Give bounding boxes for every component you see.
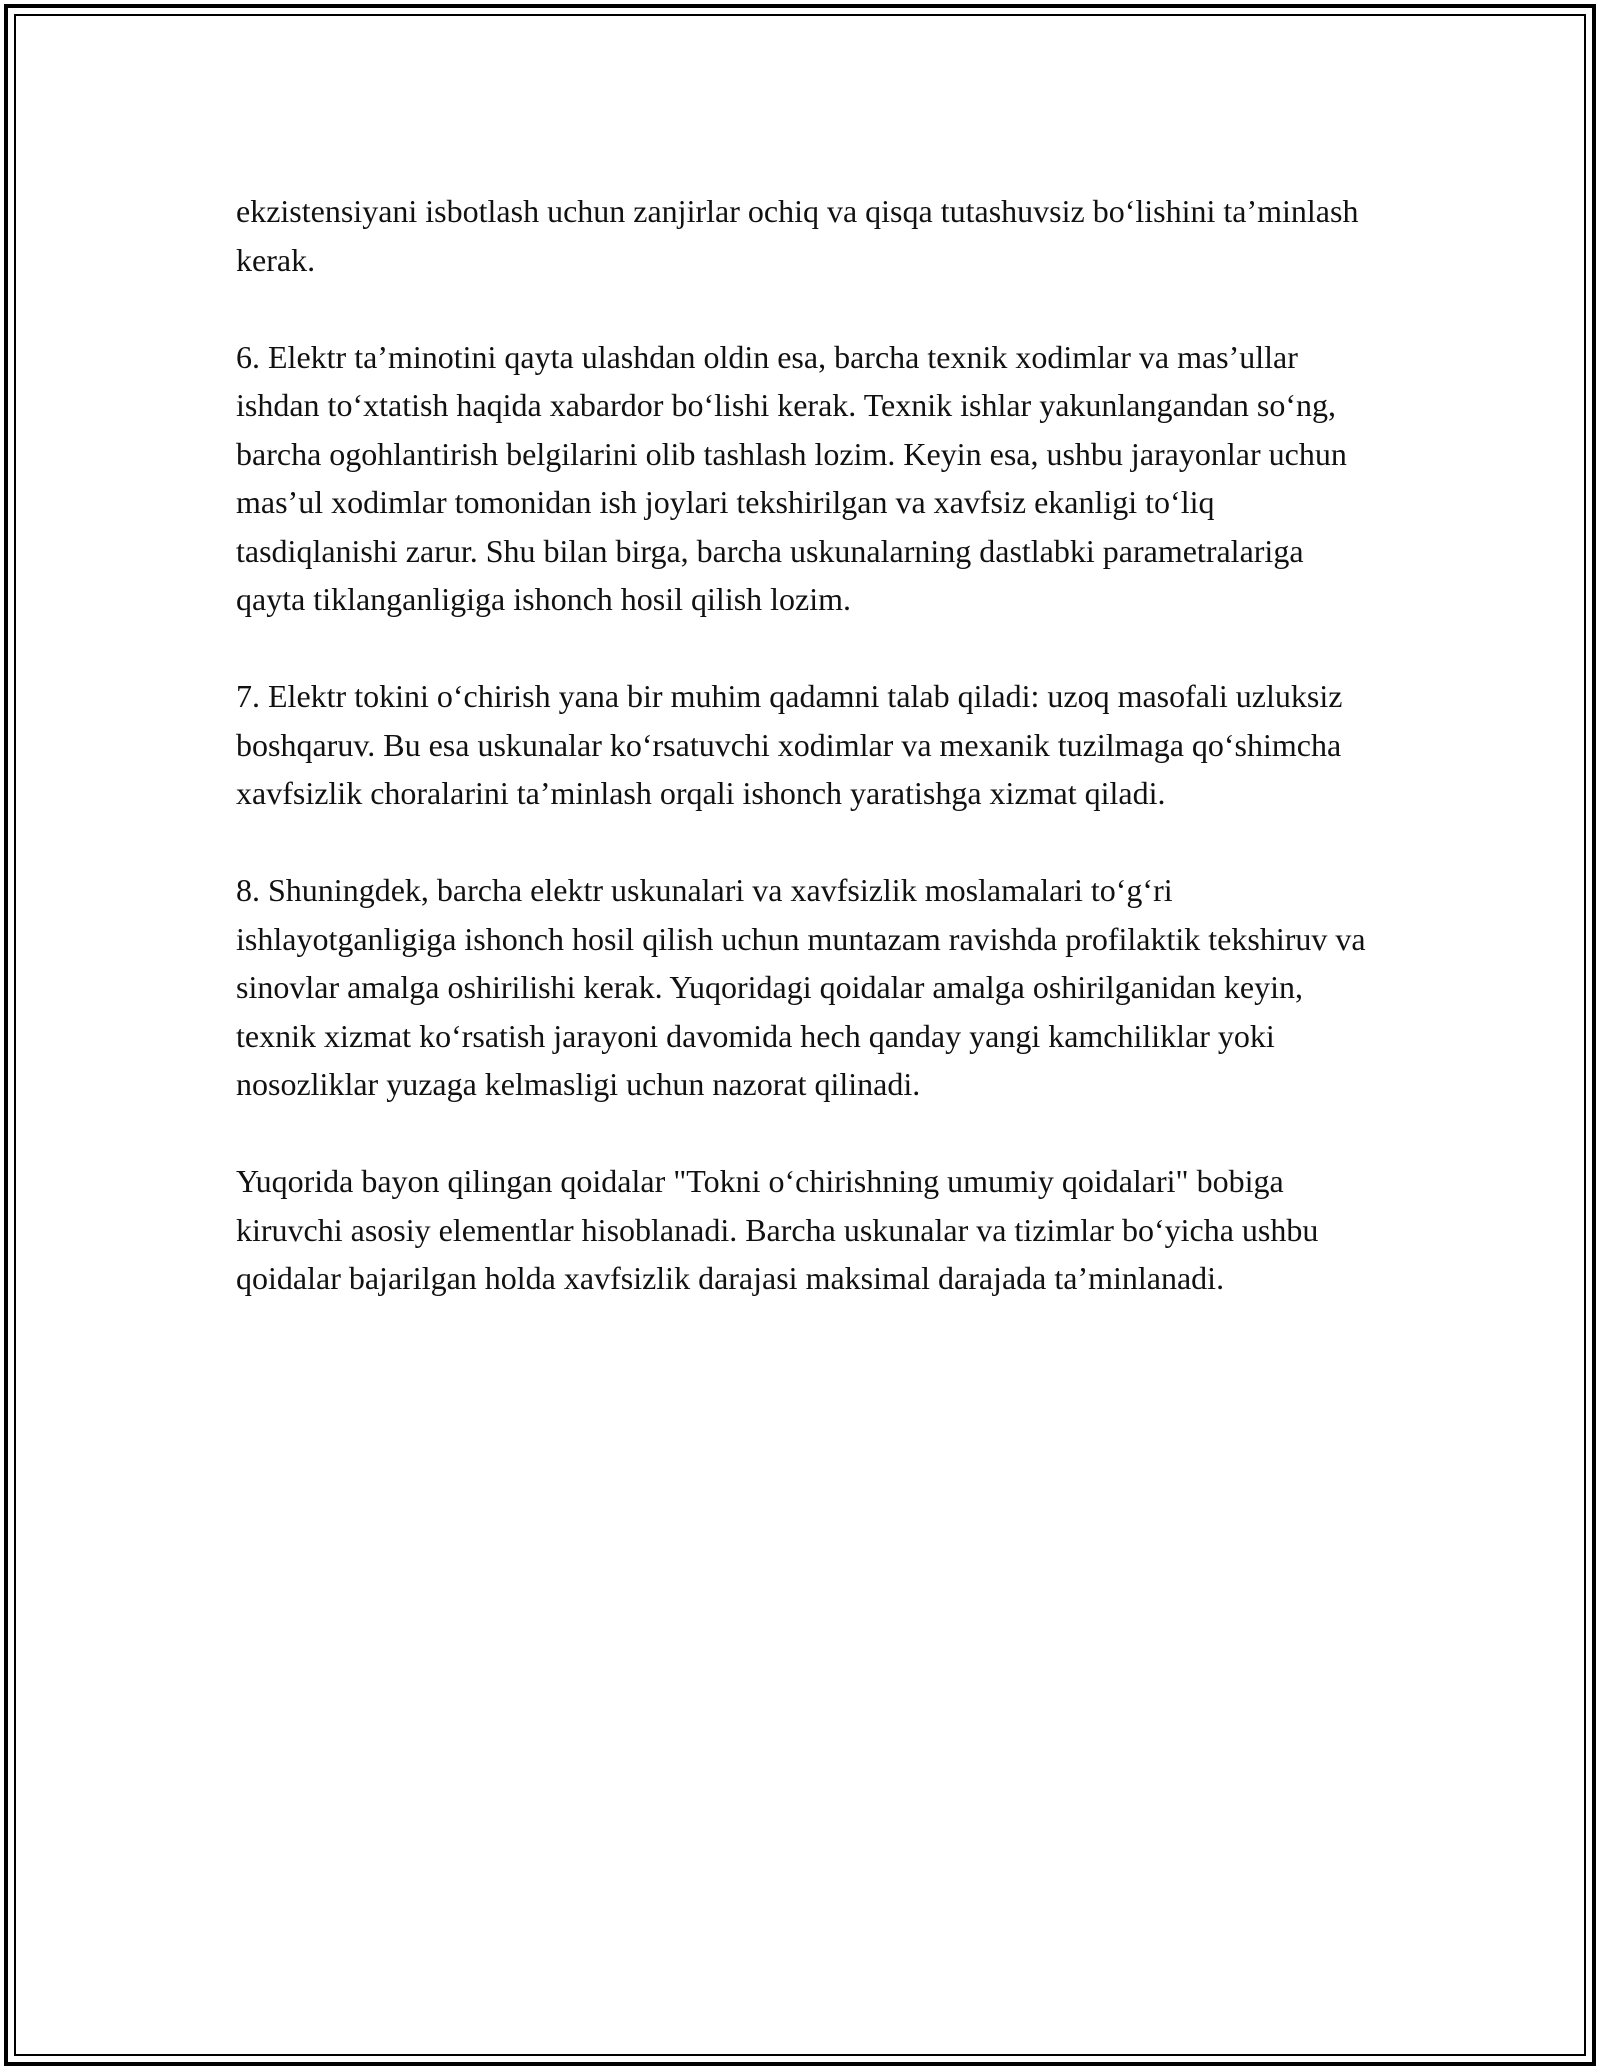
paragraph-item-8: 8. Shuningdek, barcha elektr uskunalari va xavfsizlik moslamalari to‘g‘ri ishlayotganligiga ishonch hosil qilish uchun muntazam ravishda profilaktik tekshiruv va sinovlar amalga oshirilishi kerak. Yuqoridagi qoidalar amalga oshirilganidan keyin, texnik xizmat ko‘rsatish jarayoni davomida hech qanday yangi kamchiliklar yoki nosozliklar yuzaga kelmasligi uchun nazorat qilinadi. [236,872,1366,1102]
paragraph-continuation: ekzistensiyani isbotlash uchun zanjirlar ochiq va qisqa tutashuvsiz bo‘lishini ta’minlash kerak. [236,193,1359,278]
paragraph-conclusion: Yuqorida bayon qilingan qoidalar "Tokni o‘chirishning umumiy qoidalari" bobiga kiruvchi asosiy elementlar hisoblanadi. Barcha uskunalar va tizimlar bo‘yicha ushbu qoidalar bajarilgan holda xavfsizlik darajasi maksimal darajada ta’minlanadi. [236,1163,1319,1296]
paragraph-item-6: 6. Elektr ta’minotini qayta ulashdan oldin esa, barcha texnik xodimlar va mas’ullar ishdan to‘xtatish haqida xabardor bo‘lishi kerak. Texnik ishlar yakunlangandan so‘ng, barcha ogohlantirish belgilarini olib tashlash lozim. Keyin esa, ushbu jarayonlar uchun mas’ul xodimlar tomonidan ish joylari tekshirilgan va xavfsiz ekanligi to‘liq tasdiqlanishi zarur. Shu bilan birga, barcha uskunalarning dastlabki parametralariga qayta tiklanganligiga ishonch hosil qilish lozim. [236,338,1347,617]
document-body [236,187,1372,1351]
paragraph-item-7: 7. Elektr tokini o‘chirish yana bir muhim qadamni talab qiladi: uzoq masofali uzluksiz boshqaruv. Bu esa uskunalar ko‘rsatuvchi xodimlar va mexanik tuzilmaga qo‘shimcha xavfsizlik choralarini ta’minlash orqali ishonch yaratishga xizmat qiladi. [236,678,1343,811]
